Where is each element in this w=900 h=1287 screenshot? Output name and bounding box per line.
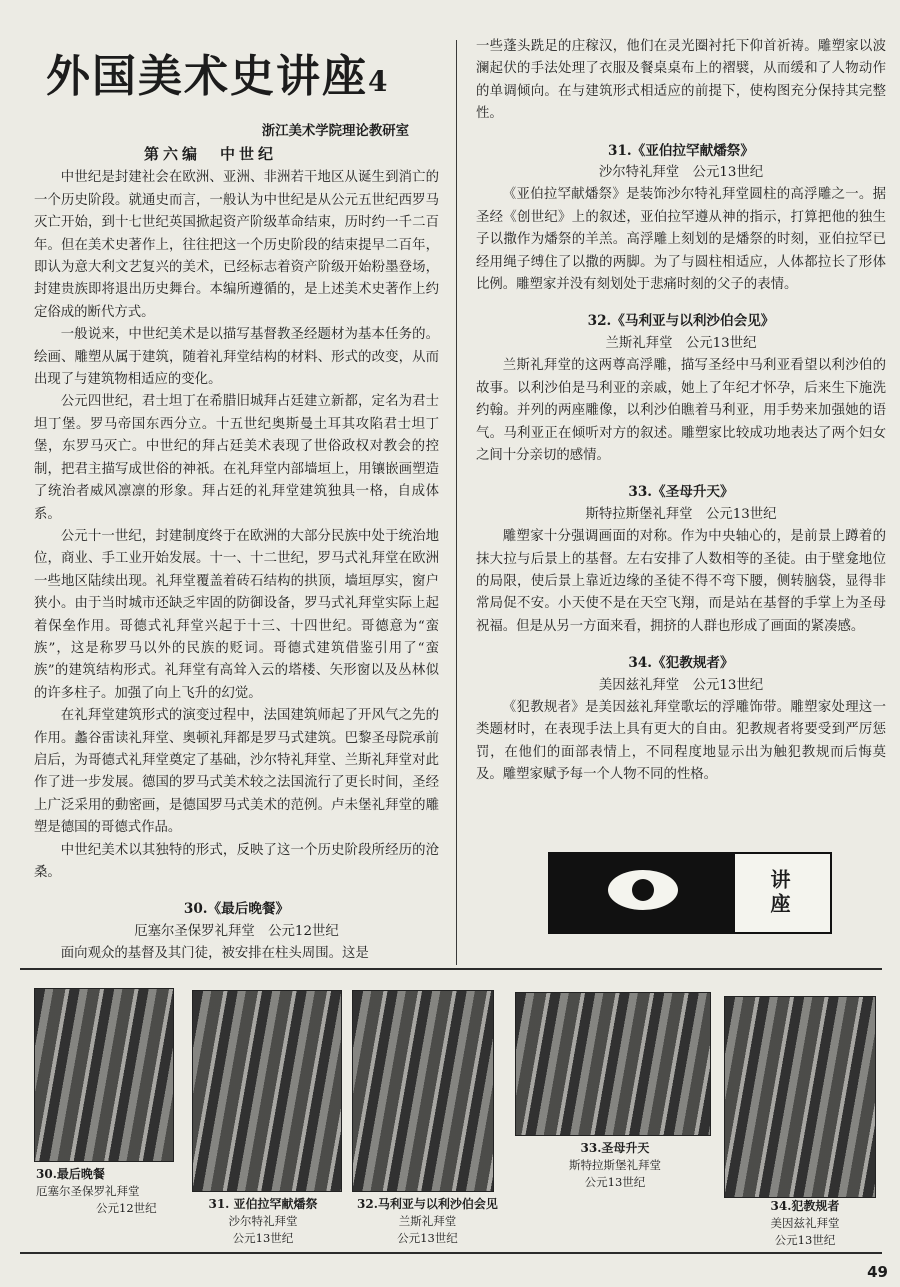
left-column <box>34 36 439 966</box>
paragraph: 在礼拜堂建筑形式的演变过程中，法国建筑师起了开风气之先的作用。蠡谷雷读礼拜堂、奥顿礼拜都是罗马式建筑。巴黎圣母院承前启后，为哥德式礼拜堂奠定了基础，沙尔特礼拜堂、兰斯礼拜堂对此作了进一步发展。德国的罗马式美术较之法国流行了更长时间，圣经上广泛采用的動密画，是德国罗马式美术的范例。卢未堡礼拜堂的雕塑是德国的哥德式作品。 <box>34 708 439 836</box>
photo-33 <box>515 992 711 1136</box>
item-subheading-32: 兰斯礼拜堂 公元13世纪 <box>605 335 757 351</box>
caption-31 <box>178 1196 348 1247</box>
eye-icon <box>550 854 735 932</box>
paragraph: 一般说来，中世纪美术是以描写基督教圣经题材为基本任务的。绘画、雕塑从属于建筑，随着礼拜堂结构的材料、形式的改变，从而出现了与建筑物相适应的变化。 <box>34 327 439 388</box>
photo-30 <box>34 988 174 1162</box>
caption-32 <box>340 1196 515 1247</box>
caption-date: 公元12世纪 <box>96 1201 157 1215</box>
photo-34 <box>724 996 876 1198</box>
paragraph: 雕塑家十分强调画面的对称。作为中央轴心的，是前景上蹲着的抹大拉与后景上的基督。左右安排了人数相等的圣徒。由于壁龛地位的局限，使后景上靠近边缘的圣徒不得不弯下腰，侧转脑袋，显得非常局促不安。小天使不是在天空飞翔，而是站在基督的手掌上为圣母祝福。但是从另一方面来看，拥挤的人群也形成了画面的紧凑感。 <box>476 529 886 634</box>
paragraph: 公元十一世纪，封建制度终于在欧洲的大部分民族中处于统治地位，商业、手工业开始发展。十一、十二世纪，罗马式礼拜堂在欧洲一些地区陆续出现。礼拜堂覆盖着砖石结构的拱顶，墙垣厚实，窗户狭小。由于当时城市还缺乏牢固的防御设备，罗马式礼拜堂实际上起着保垒作用。哥德式礼拜堂兴起于十三、十四世纪。哥德意为“蛮族”，这是称罗马以外的民族的贬词。哥德式建筑借鉴引用了“蛮族”的建筑结构形式。礼拜堂有高耸入云的塔楼、矢形窗以及丛林似的许多柱子。加强了向上飞升的幻觉。 <box>34 528 439 701</box>
item-heading-34: 34.《犯教规者》 <box>628 655 734 672</box>
caption-30 <box>36 1166 176 1217</box>
caption-place: 沙尔特礼拜堂 <box>228 1214 298 1228</box>
paragraph: 公元四世纪，君士坦丁在希腊旧城拜占廷建立新都，定名为君士坦丁堡。罗马帝国东西分立。十五世纪奥斯曼土耳其攻陷君士坦丁堡，东罗马灭亡。中世纪的拜占廷美术表现了世俗政权对教会的控制，把君主描写成世俗的神祇。在礼拜堂内部墙垣上，用镶嵌画塑造了统治者威风凛凛的形象。拜占廷的礼拜堂建筑独具一格，自成体系。 <box>34 394 439 522</box>
item-subheading-31: 沙尔特礼拜堂 公元13世纪 <box>598 165 764 181</box>
caption-date: 公元13世纪 <box>774 1233 836 1247</box>
photo-31 <box>192 990 342 1192</box>
paragraph: 面向观众的基督及其门徒，被安排在柱头周围。这是 <box>60 946 369 962</box>
top-rule <box>20 968 882 970</box>
item-heading-31: 31.《亚伯拉罕献燔祭》 <box>608 142 754 159</box>
logo-label: 讲座 <box>767 869 791 917</box>
caption-title: 31. 亚伯拉罕献燔祭 <box>208 1197 318 1211</box>
caption-place: 美因兹礼拜堂 <box>770 1216 840 1230</box>
item-subheading-33: 斯特拉斯堡礼拜堂 公元13世纪 <box>585 506 777 522</box>
item-subheading-30: 厄塞尔圣保罗礼拜堂 公元12世纪 <box>134 923 339 939</box>
caption-place: 兰斯礼拜堂 <box>398 1214 457 1228</box>
title-text: 外国美术史讲座 <box>46 51 368 102</box>
caption-place: 斯特拉斯堡礼拜堂 <box>569 1158 661 1172</box>
page-number: 49 <box>867 1263 888 1281</box>
item-heading-32: 32.《马利亚与以利沙伯会见》 <box>587 313 775 330</box>
lecture-logo <box>548 852 832 934</box>
paragraph: 兰斯礼拜堂的这两尊高浮雕，描写圣经中马利亚看望以利沙伯的故事。以利沙伯是马利亚的亲戚，她上了年纪才怀孕，后来生下施洗约翰。并列的两座雕像，以利沙伯瞧着马利亚，用手势来加强她的语气。马利亚正在倾听对方的叙述。雕塑家比较成功地表达了两个妇女之间十分亲切的感情。 <box>476 358 886 463</box>
caption-date: 公元13世纪 <box>232 1231 294 1245</box>
caption-title: 32.马利亚与以利沙伯会见 <box>357 1197 498 1211</box>
page-title <box>46 46 439 113</box>
section-heading: 第六编 中世纪 <box>144 145 278 163</box>
caption-title: 30.最后晚餐 <box>36 1167 105 1181</box>
affiliation: 浙江美术学院理论教研室 <box>261 123 409 139</box>
paragraph: 一些蓬头跣足的庄稼汉，他们在灵光圈衬托下仰首祈祷。雕塑家以波澜起伏的手法处理了衣服及餐桌桌布上的褶襞，从而缓和了人物动作的单调倾向。在与建筑形式相适应的前提下，使构图充分保持其完整性。 <box>476 39 886 122</box>
paragraph: 《亚伯拉罕献燔祭》是装饰沙尔特礼拜堂圆柱的高浮雕之一。据圣经《创世纪》上的叙述，亚伯拉罕遵从神的指示，打算把他的独生子以撒作为燔祭的羊羔。高浮雕上刻划的是燔祭的时刻，亚伯拉罕已经用绳子缚住了以撒的两脚。为了与圆柱相适应，人体都拉长了形体比例。雕塑家并没有刻划处于悲痛时刻的父子的表情。 <box>476 187 886 293</box>
paragraph: 《犯教规者》是美因兹礼拜堂歌坛的浮雕饰带。雕塑家处理这一类题材时，在表现手法上具有更大的自由。犯教规者将要受到严厉惩罚，在他们的面部表情上，不同程度地显示出为触犯教规而后悔莫及。雕塑家赋予每一个人物不同的性格。 <box>476 699 886 783</box>
item-subheading-34: 美因兹礼拜堂 公元13世纪 <box>598 677 764 693</box>
caption-title: 33.圣母升天 <box>580 1141 650 1155</box>
caption-date: 公元13世纪 <box>397 1231 458 1245</box>
paragraph: 中世纪美术以其独特的形式，反映了这一个历史阶段所经历的沧桑。 <box>34 842 439 880</box>
photo-32 <box>352 990 494 1192</box>
paragraph: 中世纪是封建社会在欧洲、亚洲、非洲若干地区从诞生到消亡的一个历史阶段。就通史而言，一般认为中世纪是从公元五世纪西罗马灭亡开始，到十七世纪英国掀起资产阶级革命结束，历时约一千二百年。但在美术史著作上，往往把这一个历史阶段的结束提早二百年，即认为意大利文艺复兴的美术，已经标志着资产阶级开始粉墨登场，封建贵族即将退出历史舞台。本编所遵循的，是上述美术史著作上约定俗成的断代方式。 <box>34 170 439 320</box>
item-heading-30: 30.《最后晚餐》 <box>183 901 290 918</box>
bottom-rule <box>20 1252 882 1254</box>
caption-33 <box>540 1140 690 1191</box>
column-divider <box>456 40 457 965</box>
item-heading-33: 33.《圣母升天》 <box>628 484 734 501</box>
caption-34 <box>730 1198 880 1249</box>
right-column <box>476 36 886 787</box>
caption-place: 厄塞尔圣保罗礼拜堂 <box>36 1184 140 1198</box>
caption-title: 34.犯教规者 <box>770 1199 840 1213</box>
title-number: 4 <box>368 65 390 98</box>
caption-date: 公元13世纪 <box>584 1175 646 1189</box>
